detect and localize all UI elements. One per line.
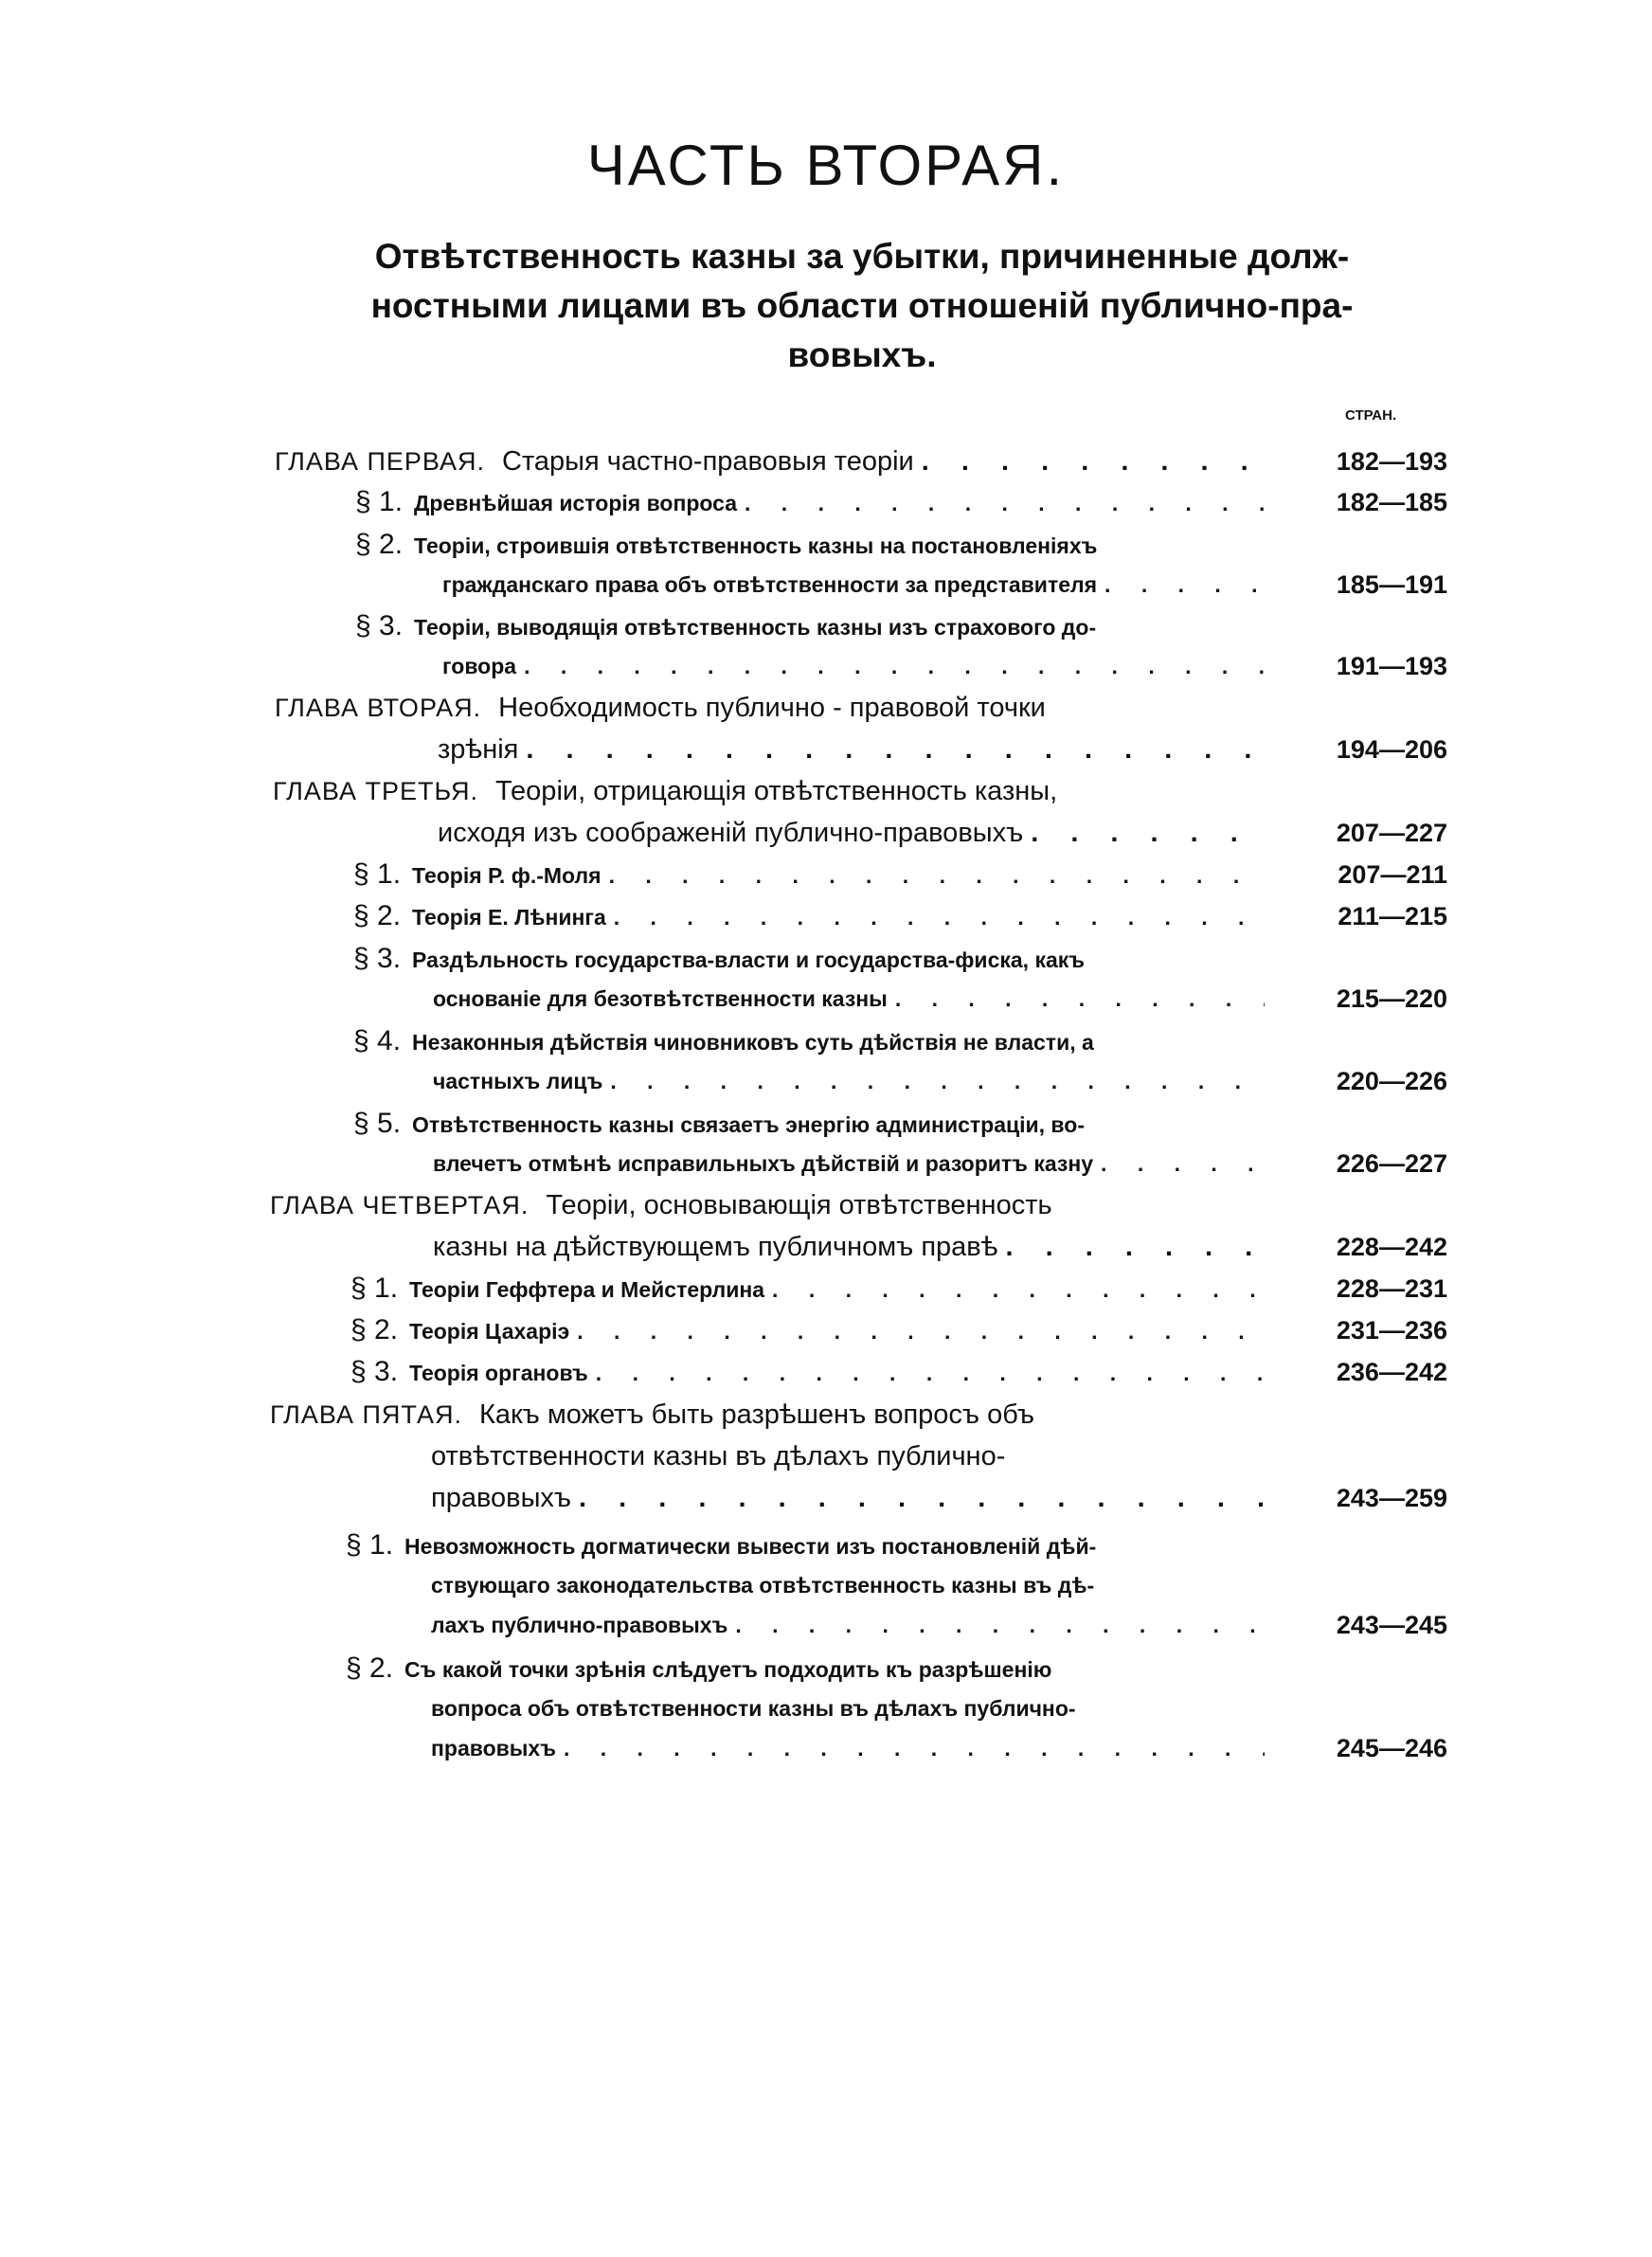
page-range: 245—246 [1336, 1734, 1447, 1762]
toc-text: Теорія Е. Лѣнинга [412, 905, 606, 930]
dot-leader [914, 442, 1265, 480]
toc-line [431, 1566, 1250, 1604]
toc-text: Теоріи Геффтера и Мейстерлина [409, 1277, 765, 1302]
page-range: 236—242 [1336, 1358, 1447, 1386]
section-number: § 1. [346, 1529, 394, 1561]
toc-line [433, 1228, 1265, 1266]
toc-line [270, 1396, 1250, 1434]
toc-line [355, 607, 1265, 645]
page-range: 191—193 [1336, 652, 1447, 680]
page-range: 215—220 [1336, 984, 1447, 1013]
dot-leader [602, 857, 1265, 894]
toc-text: зрѣнія [438, 734, 519, 765]
toc-text: Отвѣтственность казны связаетъ энергію администраціи, во- [412, 1112, 1085, 1137]
section-number: § 4. [353, 1025, 402, 1056]
dot-leader [1097, 566, 1265, 604]
page-range: 228—231 [1336, 1274, 1447, 1303]
section-number: § 2. [346, 1652, 394, 1684]
toc-line [275, 442, 1265, 480]
part-title: ЧАСТЬ ВТОРАЯ. [586, 134, 1066, 197]
page-range: 182—193 [1336, 447, 1447, 476]
toc-text: вопроса объ отвѣтственности казны въ дѣлахъ публично- [431, 1696, 1076, 1721]
subtitle [279, 232, 1445, 380]
toc-text: исходя изъ соображеній публично-правовыхъ [438, 818, 1024, 848]
section-number: § 1. [350, 1273, 399, 1304]
toc-text: Незаконныя дѣйствія чиновниковъ суть дѣйствія не власти, а [412, 1030, 1094, 1055]
toc-text: казны на дѣйствующемъ публичномъ правѣ [433, 1232, 998, 1262]
toc-text: Необходимость публично - правовой точки [498, 693, 1046, 723]
dot-leader [516, 647, 1265, 685]
chapter-heading: ГЛАВА ПЕРВАЯ. [275, 447, 485, 476]
toc-line [346, 1650, 1250, 1688]
toc-line [431, 1729, 1265, 1767]
section-number: § 2. [353, 900, 402, 931]
page-range: 207—211 [1338, 860, 1447, 889]
chapter-heading: ГЛАВА ПЯТАЯ. [270, 1400, 462, 1429]
toc-line [433, 1062, 1265, 1100]
toc-line [442, 566, 1265, 604]
dot-leader [1023, 814, 1265, 852]
toc-text: ствующаго законодательства отвѣтственность казны въ дѣ- [431, 1573, 1095, 1598]
page-range: 228—242 [1336, 1233, 1447, 1261]
toc-text: Теоріи, строившія отвѣтственность казны на постановленіяхъ [414, 533, 1098, 558]
page-range: 226—227 [1336, 1149, 1447, 1178]
toc-text: Теорія Цахаріэ [409, 1319, 570, 1344]
section-number: § 3. [353, 943, 402, 974]
page-range: 182—185 [1336, 488, 1447, 516]
toc-text: отвѣтственности казны въ дѣлахъ публично- [431, 1441, 1006, 1472]
toc-line [350, 1353, 1265, 1391]
toc-text: Невозможность догматически вывести изъ постановленій дѣй- [404, 1534, 1097, 1559]
toc-line [433, 980, 1265, 1018]
page-range: 194—206 [1336, 735, 1447, 764]
section-number: § 3. [350, 1356, 399, 1387]
page-range: 207—227 [1336, 819, 1447, 847]
dot-leader [571, 1479, 1265, 1517]
section-number: § 2. [355, 529, 404, 560]
subtitle-line: вовыхъ. [787, 335, 937, 374]
toc-line [346, 1526, 1250, 1564]
dot-leader [569, 1312, 1265, 1350]
chapter-heading: ГЛАВА ЧЕТВЕРТАЯ. [270, 1191, 530, 1219]
dot-leader [518, 731, 1265, 768]
subtitle-line: Отвѣтственность казны за убытки, причиненные долж- [374, 237, 1350, 276]
toc-line [353, 1105, 1265, 1143]
toc-text: лахъ публично-правовыхъ [431, 1613, 728, 1637]
dot-leader [606, 898, 1265, 936]
toc-line [270, 1186, 1265, 1224]
page-range: 220—226 [1336, 1067, 1447, 1095]
toc-line [353, 1022, 1265, 1060]
pages-column-label: СТРАН. [1345, 407, 1397, 424]
toc-text: гражданскаго права объ отвѣтственности за представителя [442, 572, 1098, 597]
toc-line [431, 1606, 1265, 1644]
toc-text: Съ какой точки зрѣнія слѣдуетъ подходить къ разрѣшенію [404, 1657, 1052, 1682]
toc-line [431, 1689, 1250, 1727]
dot-leader [888, 980, 1265, 1018]
dot-leader [997, 1228, 1265, 1266]
toc-line [438, 814, 1265, 852]
toc-text: Теоріи, выводящія отвѣтственность казны изъ страхового до- [414, 615, 1097, 640]
toc-text: Теорія Р. ф.-Моля [412, 863, 602, 888]
toc-line [355, 483, 1265, 521]
page-range: 211—215 [1338, 902, 1447, 930]
toc-line [353, 856, 1265, 894]
toc-line [431, 1479, 1265, 1517]
dot-leader [1093, 1145, 1265, 1183]
toc-line [273, 772, 1265, 810]
toc-line [433, 1145, 1265, 1183]
toc-text: основаніе для безотвѣтственности казны [433, 986, 888, 1011]
toc-line [275, 689, 1265, 727]
section-number: § 5. [353, 1108, 402, 1139]
dot-leader [602, 1062, 1265, 1100]
page-range: 243—259 [1336, 1484, 1447, 1512]
toc-line [442, 647, 1265, 685]
toc-text: частныхъ лицъ [433, 1069, 603, 1093]
section-number: § 2. [350, 1314, 399, 1345]
toc-text: Старыя частно-правовыя теоріи [502, 446, 914, 477]
dot-leader [556, 1729, 1265, 1767]
page-range: 231—236 [1336, 1316, 1447, 1345]
toc-text: Древнѣйшая исторія вопроса [414, 491, 738, 515]
toc-text: говора [442, 654, 517, 678]
toc-text: Теоріи, основывающія отвѣтственность [546, 1190, 1052, 1220]
toc-text: Раздѣльность государства-власти и государства-фиска, какъ [412, 948, 1086, 972]
toc-line [350, 1270, 1265, 1308]
toc-text: Какъ можетъ быть разрѣшенъ вопросъ объ [478, 1399, 1035, 1430]
dot-leader [588, 1354, 1265, 1392]
chapter-heading: ГЛАВА ВТОРАЯ. [275, 694, 482, 722]
dot-leader [737, 484, 1265, 522]
toc-line [431, 1437, 1250, 1475]
toc-text: правовыхъ [431, 1483, 572, 1513]
toc-text: Теоріи, отрицающія отвѣтственность казны, [494, 776, 1058, 806]
section-number: § 3. [355, 610, 404, 641]
toc-line [350, 1311, 1265, 1349]
toc-line [438, 731, 1265, 768]
section-number: § 1. [355, 486, 404, 517]
section-number: § 1. [353, 858, 402, 890]
page-range: 185—191 [1336, 570, 1447, 599]
dot-leader [764, 1271, 1265, 1309]
page-range: 243—245 [1336, 1611, 1447, 1639]
toc-text: влечетъ отмѣнѣ исправильныхъ дѣйствій и разоритъ казну [433, 1151, 1094, 1176]
toc-text: правовыхъ [431, 1736, 556, 1760]
toc-text: Теорія органовъ [409, 1361, 588, 1385]
toc-line [355, 526, 1265, 564]
toc-line [353, 940, 1265, 978]
toc-line [353, 897, 1265, 935]
subtitle-line: ностными лицами въ области отношеній публично-пра- [370, 286, 1354, 325]
chapter-heading: ГЛАВА ТРЕТЬЯ. [273, 777, 478, 805]
dot-leader [727, 1606, 1265, 1644]
